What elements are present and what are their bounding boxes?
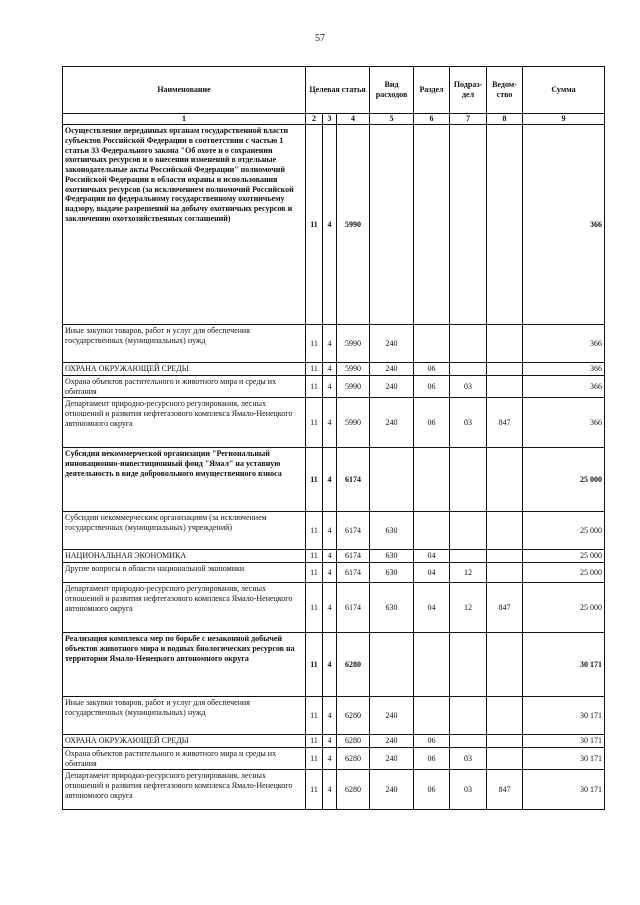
page-number: 57 xyxy=(315,33,325,44)
target-code-part1-cell: 11 xyxy=(306,747,323,770)
target-code-part1-cell: 11 xyxy=(306,125,323,325)
target-code-part2-cell: 4 xyxy=(323,735,337,748)
column-number: 6 xyxy=(414,114,450,125)
department-cell xyxy=(487,512,523,550)
row-name-cell: Департамент природно-ресурсного регулирования, лесных отношений и развития нефтегазового комплекса Ямало-Ненецкого автономного округа xyxy=(63,583,306,633)
target-code-part3-cell: 5990 xyxy=(337,398,370,448)
header-row xyxy=(63,67,605,114)
target-code-part3-cell: 5990 xyxy=(337,125,370,325)
row-name-cell: Иные закупки товаров, работ и услуг для обеспечения государственных (муниципальных) нужд xyxy=(63,325,306,363)
target-code-part1-cell: 11 xyxy=(306,697,323,735)
amount-cell: 25 000 xyxy=(523,550,605,563)
column-number: 8 xyxy=(487,114,523,125)
target-code-part1-cell: 11 xyxy=(306,633,323,697)
header-subsection: Подраз- дел xyxy=(450,67,487,114)
table-row xyxy=(63,583,605,633)
expense-type-cell: 630 xyxy=(370,512,414,550)
table-row xyxy=(63,375,605,398)
expense-type-cell: 240 xyxy=(370,747,414,770)
column-number-row xyxy=(63,114,605,125)
column-number: 9 xyxy=(523,114,605,125)
row-name-cell: Охрана объектов растительного и животного мира и среды их обитания xyxy=(63,375,306,398)
subsection-cell: 03 xyxy=(450,398,487,448)
section-cell xyxy=(414,448,450,512)
target-code-part3-cell: 6174 xyxy=(337,563,370,583)
header-expense-type: Вид расходов xyxy=(370,67,414,114)
row-name-cell: Департамент природно-ресурсного регулирования, лесных отношений и развития нефтегазового комплекса Ямало-Ненецкого автономного округа xyxy=(63,398,306,448)
target-code-part1-cell: 11 xyxy=(306,770,323,810)
amount-cell: 30 171 xyxy=(523,770,605,810)
target-code-part1-cell: 11 xyxy=(306,512,323,550)
target-code-part2-cell: 4 xyxy=(323,770,337,810)
target-code-part3-cell: 6280 xyxy=(337,747,370,770)
department-cell: 847 xyxy=(487,770,523,810)
amount-cell: 25 000 xyxy=(523,512,605,550)
row-name-cell: Субсидии некоммерческим организациям (за исключением государственных (муниципальных) учреждений) xyxy=(63,512,306,550)
row-name-cell: Охрана объектов растительного и животного мира и среды их обитания xyxy=(63,747,306,770)
table-row xyxy=(63,398,605,448)
table-row xyxy=(63,770,605,810)
department-cell xyxy=(487,735,523,748)
target-code-part2-cell: 4 xyxy=(323,747,337,770)
target-code-part2-cell: 4 xyxy=(323,697,337,735)
subsection-cell: 03 xyxy=(450,375,487,398)
row-name-cell: ОХРАНА ОКРУЖАЮЩЕЙ СРЕДЫ xyxy=(63,363,306,376)
target-code-part2-cell: 4 xyxy=(323,448,337,512)
section-cell xyxy=(414,512,450,550)
expense-type-cell: 240 xyxy=(370,398,414,448)
target-code-part3-cell: 6280 xyxy=(337,697,370,735)
target-code-part1-cell: 11 xyxy=(306,550,323,563)
budget-table xyxy=(62,66,605,810)
row-name-cell: Департамент природно-ресурсного регулирования, лесных отношений и развития нефтегазового комплекса Ямало-Ненецкого автономного округа xyxy=(63,770,306,810)
department-cell xyxy=(487,325,523,363)
target-code-part2-cell: 4 xyxy=(323,363,337,376)
section-cell: 06 xyxy=(414,735,450,748)
section-cell: 06 xyxy=(414,375,450,398)
section-cell: 04 xyxy=(414,563,450,583)
target-code-part2-cell: 4 xyxy=(323,512,337,550)
table-row xyxy=(63,325,605,363)
target-code-part2-cell: 4 xyxy=(323,633,337,697)
department-cell xyxy=(487,448,523,512)
department-cell xyxy=(487,375,523,398)
department-cell xyxy=(487,550,523,563)
target-code-part2-cell: 4 xyxy=(323,375,337,398)
target-code-part3-cell: 6280 xyxy=(337,735,370,748)
target-code-part3-cell: 6174 xyxy=(337,448,370,512)
target-code-part3-cell: 5990 xyxy=(337,375,370,398)
amount-cell: 30 171 xyxy=(523,747,605,770)
table-row xyxy=(63,448,605,512)
column-number: 2 xyxy=(306,114,323,125)
expense-type-cell: 240 xyxy=(370,735,414,748)
target-code-part3-cell: 6174 xyxy=(337,550,370,563)
column-number: 5 xyxy=(370,114,414,125)
row-name-cell: Другие вопросы в области национальной экономики xyxy=(63,563,306,583)
section-cell: 06 xyxy=(414,363,450,376)
department-cell xyxy=(487,363,523,376)
target-code-part1-cell: 11 xyxy=(306,563,323,583)
amount-cell: 30 171 xyxy=(523,633,605,697)
row-name-cell: ОХРАНА ОКРУЖАЮЩЕЙ СРЕДЫ xyxy=(63,735,306,748)
header-section: Раздел xyxy=(414,67,450,114)
target-code-part3-cell: 6280 xyxy=(337,633,370,697)
expense-type-cell: 240 xyxy=(370,325,414,363)
target-code-part1-cell: 11 xyxy=(306,363,323,376)
target-code-part1-cell: 11 xyxy=(306,735,323,748)
amount-cell: 25 000 xyxy=(523,563,605,583)
target-code-part3-cell: 6174 xyxy=(337,512,370,550)
target-code-part1-cell: 11 xyxy=(306,375,323,398)
row-name-cell: Иные закупки товаров, работ и услуг для обеспечения государственных (муниципальных) нужд xyxy=(63,697,306,735)
target-code-part1-cell: 11 xyxy=(306,398,323,448)
department-cell: 847 xyxy=(487,583,523,633)
amount-cell: 30 171 xyxy=(523,735,605,748)
amount-cell: 366 xyxy=(523,375,605,398)
department-cell xyxy=(487,697,523,735)
amount-cell: 25 000 xyxy=(523,583,605,633)
subsection-cell xyxy=(450,363,487,376)
target-code-part1-cell: 11 xyxy=(306,448,323,512)
row-name-cell: Реализация комплекса мер по борьбе с незаконной добычей объектов животного мира и водных биологических ресурсов на территории Ямало-Ненецкого автономного округа xyxy=(63,633,306,697)
target-code-part3-cell: 5990 xyxy=(337,325,370,363)
table-row xyxy=(63,363,605,376)
department-cell xyxy=(487,563,523,583)
header-target-article: Целевая статья xyxy=(306,67,370,114)
target-code-part1-cell: 11 xyxy=(306,583,323,633)
target-code-part3-cell: 6280 xyxy=(337,770,370,810)
header-department: Ведом- ство xyxy=(487,67,523,114)
target-code-part2-cell: 4 xyxy=(323,563,337,583)
table-row xyxy=(63,563,605,583)
row-name-cell: Осуществление переданных органам государственной власти субъектов Российской Федерации в соответствии с частью 1 статьи 33 Федерального закона "Об охоте и о сохранении охотничьих ресурсов и о внесении изменений в отдельные законодательные акты Российской Федерации" полномочий Российской Федерации в области охраны и использования охотничьих ресурсов (за исключением полномочий Российской Федерации по федеральному государственному охотничьему надзору, выдаче разрешений на добычу охотничьих ресурсов и заключению охотхозяйственных соглашений) xyxy=(63,125,306,325)
target-code-part3-cell: 5990 xyxy=(337,363,370,376)
target-code-part2-cell: 4 xyxy=(323,325,337,363)
department-cell xyxy=(487,633,523,697)
subsection-cell xyxy=(450,735,487,748)
target-code-part2-cell: 4 xyxy=(323,398,337,448)
column-number: 4 xyxy=(337,114,370,125)
target-code-part2-cell: 4 xyxy=(323,125,337,325)
column-number: 3 xyxy=(323,114,337,125)
subsection-cell xyxy=(450,550,487,563)
subsection-cell xyxy=(450,325,487,363)
section-cell: 04 xyxy=(414,550,450,563)
subsection-cell xyxy=(450,512,487,550)
table-row xyxy=(63,697,605,735)
table-row xyxy=(63,735,605,748)
section-cell xyxy=(414,125,450,325)
target-code-part1-cell: 11 xyxy=(306,325,323,363)
column-number: 1 xyxy=(63,114,306,125)
department-cell: 847 xyxy=(487,398,523,448)
header-amount: Сумма xyxy=(523,67,605,114)
section-cell xyxy=(414,325,450,363)
amount-cell: 366 xyxy=(523,325,605,363)
section-cell: 04 xyxy=(414,583,450,633)
expense-type-cell: 240 xyxy=(370,697,414,735)
expense-type-cell xyxy=(370,448,414,512)
expense-type-cell: 240 xyxy=(370,375,414,398)
target-code-part2-cell: 4 xyxy=(323,583,337,633)
subsection-cell xyxy=(450,448,487,512)
table-row xyxy=(63,633,605,697)
target-code-part2-cell: 4 xyxy=(323,550,337,563)
amount-cell: 366 xyxy=(523,398,605,448)
section-cell: 06 xyxy=(414,398,450,448)
table-row xyxy=(63,125,605,325)
expense-type-cell: 240 xyxy=(370,770,414,810)
row-name-cell: НАЦИОНАЛЬНАЯ ЭКОНОМИКА xyxy=(63,550,306,563)
section-cell: 06 xyxy=(414,747,450,770)
table-row xyxy=(63,747,605,770)
expense-type-cell: 630 xyxy=(370,550,414,563)
table-row xyxy=(63,550,605,563)
subsection-cell: 12 xyxy=(450,583,487,633)
subsection-cell xyxy=(450,697,487,735)
expense-type-cell: 630 xyxy=(370,583,414,633)
section-cell xyxy=(414,633,450,697)
subsection-cell xyxy=(450,633,487,697)
amount-cell: 30 171 xyxy=(523,697,605,735)
column-number: 7 xyxy=(450,114,487,125)
amount-cell: 366 xyxy=(523,125,605,325)
header-name: Наименование xyxy=(63,67,306,114)
section-cell xyxy=(414,697,450,735)
amount-cell: 25 000 xyxy=(523,448,605,512)
table-body xyxy=(63,125,605,810)
expense-type-cell: 240 xyxy=(370,363,414,376)
row-name-cell: Субсидия некоммерческой организации "Региональный инновационно-инвестиционный фонд "Ямал" на уставную деятельность в виде добровольного имущественного взноса xyxy=(63,448,306,512)
department-cell xyxy=(487,747,523,770)
subsection-cell xyxy=(450,125,487,325)
department-cell xyxy=(487,125,523,325)
table-row xyxy=(63,512,605,550)
expense-type-cell xyxy=(370,125,414,325)
amount-cell: 366 xyxy=(523,363,605,376)
section-cell: 06 xyxy=(414,770,450,810)
subsection-cell: 03 xyxy=(450,747,487,770)
target-code-part3-cell: 6174 xyxy=(337,583,370,633)
expense-type-cell xyxy=(370,633,414,697)
subsection-cell: 12 xyxy=(450,563,487,583)
expense-type-cell: 630 xyxy=(370,563,414,583)
subsection-cell: 03 xyxy=(450,770,487,810)
